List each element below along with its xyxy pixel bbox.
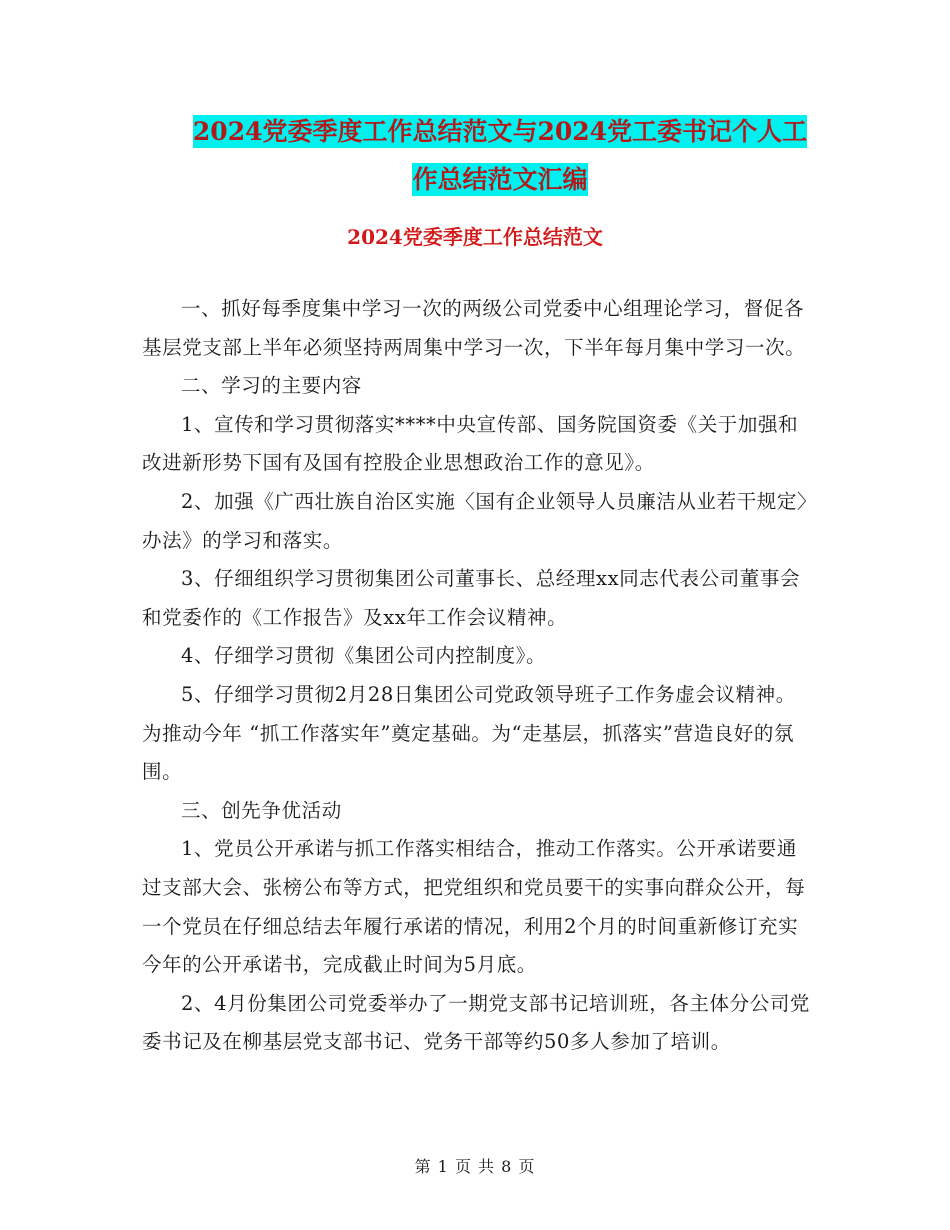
paragraph: 5、仔细学习贯彻2月28日集团公司党政领导班子工作务虚会议精神。为推动今年 “抓工作落实年”奠定基础。为“走基层，抓落实”营造良好的氛围。 xyxy=(142,682,796,784)
document-title xyxy=(140,108,860,204)
document-body xyxy=(142,290,812,1062)
paragraph: 2、加强《广西壮族自治区实施〈国有企业领导人员廉洁从业若干规定〉办法》的学习和落实。 xyxy=(142,489,808,552)
paragraph: 二、学习的主要内容 xyxy=(181,374,362,398)
paragraph: 1、党员公开承诺与抓工作落实相结合，推动工作落实。公开承诺要通过支部大会、张榜公布等方式，把党组织和党员要干的实事向群众公开，每一个党员在仔细总结去年履行承诺的情况，利用2个月的时间重新修订充实今年的公开承诺书，完成截止时间为5月底。 xyxy=(142,837,806,977)
paragraph: 1、宣传和学习贯彻落实****中央宣传部、国务院国资委《关于加强和改进新形势下国有及国有控股企业思想政治工作的意见》。 xyxy=(142,412,799,475)
paragraph: 4、仔细学习贯彻《集团公司内控制度》。 xyxy=(181,644,547,668)
paragraph: 三、创先争优活动 xyxy=(181,798,342,822)
paragraph: 3、仔细组织学习贯彻集团公司董事长、总经理xx同志代表公司董事会和党委作的《工作报告》及xx年工作会议精神。 xyxy=(142,567,801,629)
section-title: 2024党委季度工作总结范文 xyxy=(347,225,603,249)
paragraph: 一、抓好每季度集中学习一次的两级公司党委中心组理论学习，督促各基层党支部上半年必须坚持两周集中学习一次，下半年每月集中学习一次。 xyxy=(142,297,806,359)
paragraph: 2、4月份集团公司党委举办了一期党支部书记培训班，各主体分公司党委书记及在柳基层党支部书记、党务干部等约50多人参加了培训。 xyxy=(142,991,811,1054)
title-line-2: 作总结范文汇编 xyxy=(412,165,588,194)
title-line-1: 2024党委季度工作总结范文与2024党工委书记个人工 xyxy=(192,117,808,146)
page-footer: 第 1 页 共 8 页 xyxy=(414,1157,536,1176)
